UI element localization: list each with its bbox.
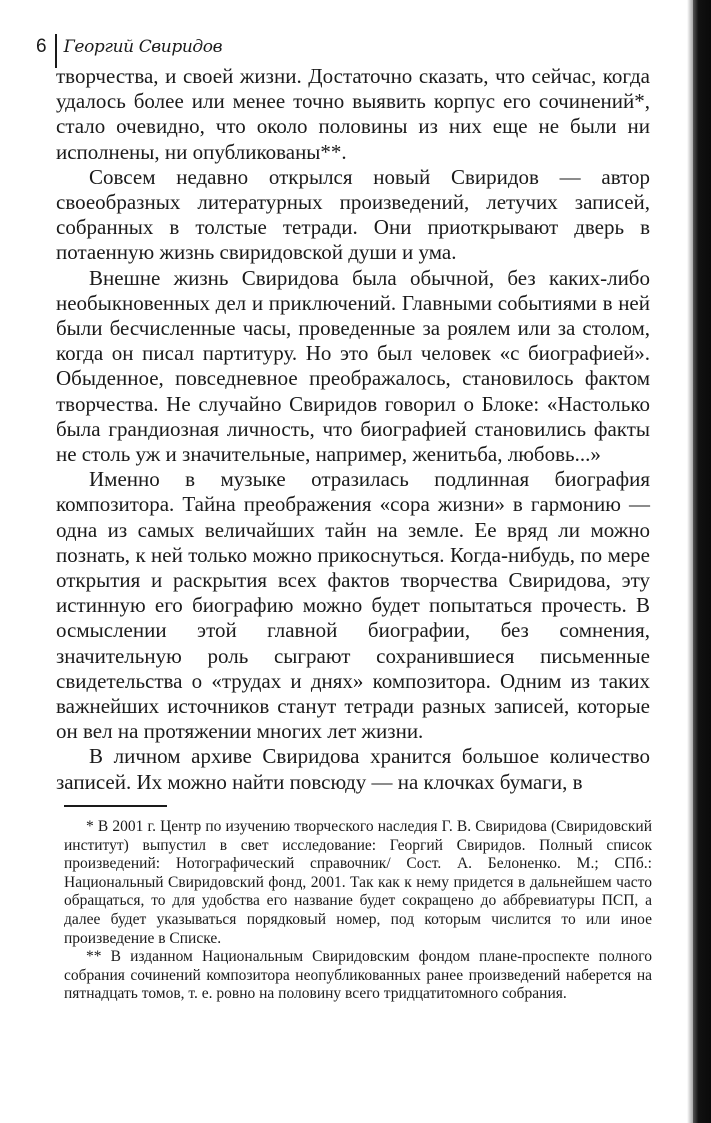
paragraph: Внешне жизнь Свиридова была обычной, без каких-либо необыкновенных дел и приключений. Главными событиями в ней были бесчисленные часы, проведенные за роялем или за столом, когда он писал партитуру. Но это был человек «с биографией». Обыденное, повседневное преображалось, становилось фактом творчества. Не случайно Свиридов говорил о Блоке: «Настолько была грандиозная личность, что биографией становились факты не столь уж и значительные, например, женитьба, любовь...» — [56, 265, 650, 467]
footnotes — [64, 818, 652, 1004]
running-head: Георгий Свиридов — [63, 37, 223, 57]
paragraph: Именно в музыке отразилась подлинная биография композитора. Тайна преображения «сора жизни» в гармонию — одна из самых величайших тайн на земле. Ее вряд ли можно познать, к ней только можно прикоснуться. Когда-нибудь, по мере открытия и раскрытия всех фактов творчества Свиридова, эту истинную его биографию можно будет попытаться прочесть. В осмыслении этой главной биографии, без сомнения, значительную роль сыграют сохранившиеся письменные свидетельства о «трудах и днях» композитора. Одним из таких важнейших источников станут тетради разных записей, которые он вел на протяжении многих лет жизни. — [56, 467, 650, 744]
footnote-divider — [64, 805, 167, 807]
paragraph: Совсем недавно открылся новый Свиридов — автор своеобразных литературных произведений, летучих записей, собранных в толстые тетради. Они приоткрывают дверь в потаенную жизнь свиридовской души и ума. — [56, 164, 650, 265]
paragraph: творчества, и своей жизни. Достаточно сказать, что сейчас, когда удалось более или менее точно выявить корпус его сочинений*, стало очевидно, что около половины из них еще не были ни исполнены, ни опубликованы**. — [56, 64, 650, 164]
page-number: 6 — [36, 36, 47, 57]
header-divider — [55, 34, 57, 68]
page-header — [36, 34, 222, 60]
scan-page-edge — [693, 0, 711, 1123]
body-text — [56, 64, 650, 795]
footnote: * В 2001 г. Центр по изучению творческого наследия Г. В. Свиридова (Свиридовский институт) выпустил в свет исследование: Георгий Свиридов. Полный список произведений: Нотографический справочник/ Сост. А. Белоненко. М.; СПб.: Национальный Свиридовский фонд, 2001. Так как к нему придется в дальнейшем часто обращаться, то для удобства его название будет сокращено до аббревиатуры ПСП, а далее будет указываться порядковый номер, под которым числится то или иное произведение в Списке. — [64, 818, 652, 947]
footnote: ** В изданном Национальным Свиридовским фондом плане-проспекте полного собрания сочинений композитора неопубликованных ранее произведений наберется на пятнадцать томов, т. е. ровно на половину всего тридцатитомного собрания. — [64, 948, 652, 1003]
paragraph: В личном архиве Свиридова хранится большое количество записей. Их можно найти повсюду — на клочках бумаги, в — [56, 744, 650, 794]
